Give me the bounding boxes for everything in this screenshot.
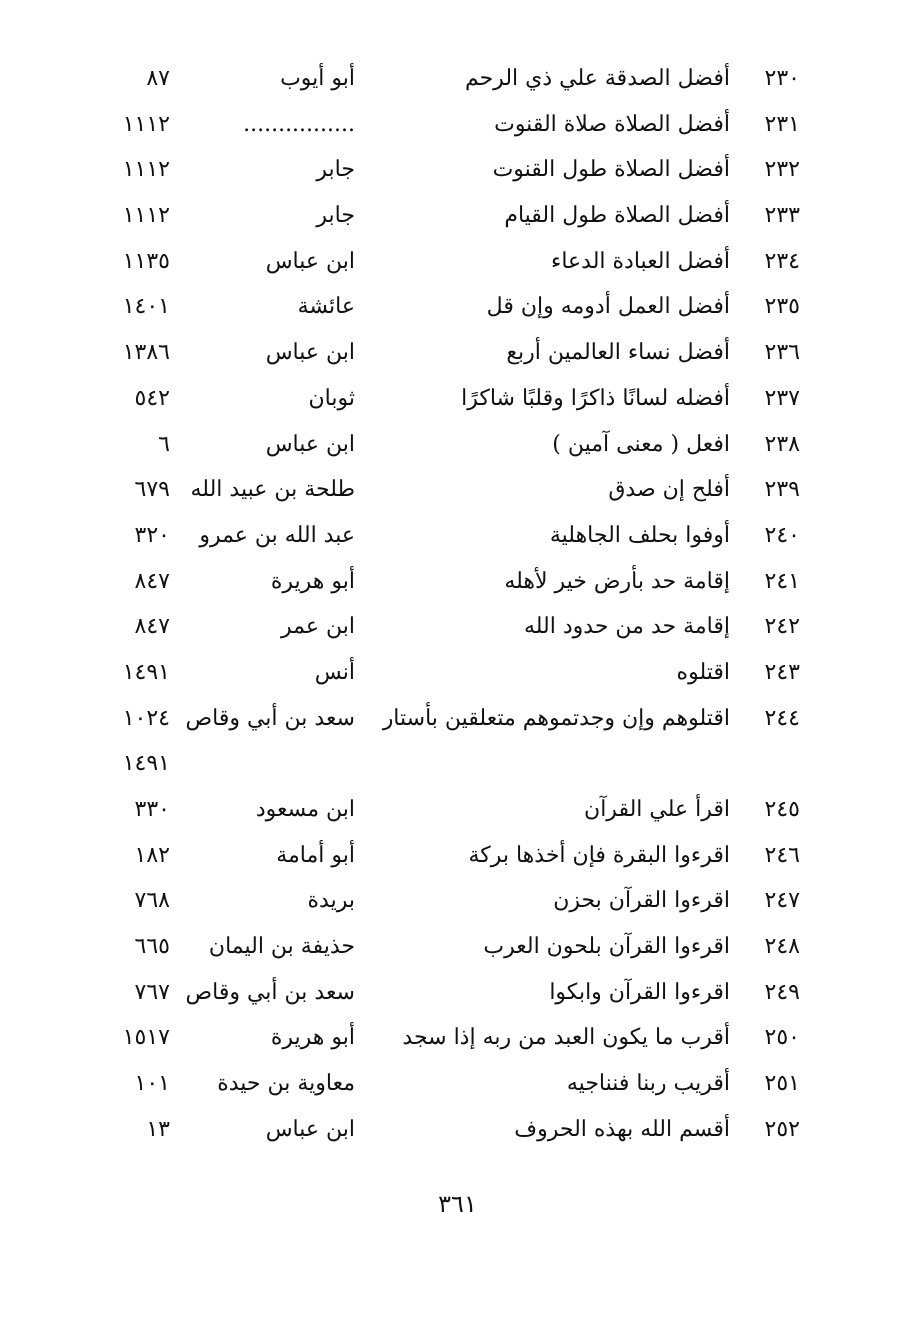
page-reference: ١٤٩١ (122, 751, 170, 777)
entry-number: ٢٤٨ (764, 934, 800, 960)
entry-number: ٢٣٩ (764, 477, 800, 503)
page-reference: ١٣ (146, 1116, 170, 1142)
narrator-name: جابر (316, 157, 355, 183)
entry-number: ٢٣٥ (764, 294, 800, 320)
index-row (0, 330, 915, 376)
entry-number: ٢٤٩ (764, 979, 800, 1005)
hadith-text: أفضل العمل أدومه وإن قل (486, 294, 730, 320)
entry-number: ٢٣٨ (764, 431, 800, 457)
entry-number: ٢٤٣ (764, 659, 800, 685)
entry-number: ٢٣١ (764, 111, 800, 137)
index-row (0, 559, 915, 605)
page-reference: ١١١٢ (122, 203, 170, 229)
index-row (0, 741, 915, 787)
page-reference: ١٥١٧ (122, 1025, 170, 1051)
page-reference: ٨٤٧ (134, 614, 170, 640)
index-row (0, 467, 915, 513)
hadith-text: أقرب ما يكون العبد من ربه إذا سجد (402, 1025, 730, 1051)
index-row (0, 376, 915, 422)
entry-number: ٢٣٧ (764, 385, 800, 411)
hadith-text: إقامة حد بأرض خير لأهله (504, 568, 730, 594)
page-reference: ٦٧٩ (134, 477, 170, 503)
page-reference: ١٠١ (134, 1071, 170, 1097)
page-reference: ١٤٩١ (122, 659, 170, 685)
narrator-name: جابر (316, 203, 355, 229)
narrator-name: ابن عباس (265, 248, 355, 274)
page-reference: ٣٢٠ (134, 522, 170, 548)
hadith-text: أفلح إن صدق (608, 477, 730, 503)
narrator-name: أبو هريرة (270, 568, 355, 594)
index-row (0, 787, 915, 833)
hadith-text: اقرءوا البقرة فإن أخذها بركة (468, 842, 730, 868)
entry-number: ٢٤١ (764, 568, 800, 594)
hadith-text: اقرءوا القرآن بحزن (553, 888, 730, 914)
entry-number: ٢٣٠ (764, 66, 800, 91)
hadith-text: أفضل الصلاة صلاة القنوت (494, 111, 730, 137)
page-reference: ١١١٢ (122, 157, 170, 183)
page-reference: ٣٣٠ (134, 797, 170, 822)
index-row (0, 924, 915, 970)
entry-number: ٢٣٦ (764, 340, 800, 366)
hadith-text: أقسم الله بهذه الحروف (514, 1116, 730, 1142)
page-reference: ١٤٠١ (122, 294, 170, 320)
hadith-text: أوفوا بحلف الجاهلية (549, 522, 730, 548)
entry-number: ٢٤٧ (764, 888, 800, 914)
index-row (0, 1015, 915, 1061)
index-row (0, 193, 915, 239)
page-reference: ١١١٢ (122, 111, 170, 137)
index-row (0, 239, 915, 285)
narrator-name: ابن عباس (265, 431, 355, 457)
narrator-name: ابن عباس (265, 1116, 355, 1142)
narrator-name: ابن عمر (281, 614, 355, 640)
narrator-name: أبو أمامة (276, 842, 355, 868)
narrator-name: حذيفة بن اليمان (208, 934, 355, 960)
index-row (0, 878, 915, 924)
entry-number: ٢٣٢ (764, 157, 800, 183)
hadith-text: اقتلوهم وإن وجدتموهم متعلقين بأستار (382, 705, 730, 731)
hadith-text: أفضل الصدقة علي ذي الرحم (464, 66, 730, 91)
entry-number: ٢٤٥ (764, 797, 800, 822)
page-reference: ١٣٨٦ (122, 340, 170, 366)
narrator-name: معاوية بن حيدة (217, 1071, 355, 1097)
narrator-name: أنس (314, 659, 355, 685)
narrator-name: ثوبان (308, 385, 355, 411)
index-row (0, 604, 915, 650)
narrator-name: عبد الله بن عمرو (199, 522, 355, 548)
index-row (0, 422, 915, 468)
hadith-index-list (0, 56, 915, 1153)
page-reference: ١١٣٥ (122, 248, 170, 274)
narrator-name: ابن عباس (265, 340, 355, 366)
hadith-text: اقرءوا القرآن وابكوا (549, 979, 730, 1005)
narrator-name: سعد بن أبي وقاص (185, 705, 355, 731)
hadith-text: أفضله لسانًا ذاكرًا وقلبًا شاكرًا (461, 385, 730, 411)
narrator-name: طلحة بن عبيد الله (190, 477, 355, 503)
index-row (0, 102, 915, 148)
hadith-text: اقرءوا القرآن بلحون العرب (483, 934, 730, 960)
index-row (0, 513, 915, 559)
hadith-text: أقريب ربنا فنناجيه (566, 1071, 730, 1097)
narrator-name: أبو أيوب (280, 66, 355, 91)
index-row (0, 56, 915, 102)
index-row (0, 696, 915, 742)
hadith-text: اقرأ علي القرآن (584, 797, 730, 822)
index-row (0, 147, 915, 193)
entry-number: ٢٥٢ (764, 1116, 800, 1142)
narrator-name: سعد بن أبي وقاص (185, 979, 355, 1005)
hadith-text: أفضل الصلاة طول القيام (504, 203, 730, 229)
page-number: ٣٦١ (438, 1190, 477, 1218)
entry-number: ٢٥١ (764, 1071, 800, 1097)
entry-number: ٢٤٠ (764, 522, 800, 548)
narrator-name: أبو هريرة (270, 1025, 355, 1051)
index-row (0, 970, 915, 1016)
entry-number: ٢٣٤ (764, 248, 800, 274)
page-reference: ١٠٢٤ (122, 705, 170, 731)
index-row (0, 833, 915, 879)
entry-number: ٢٤٢ (764, 614, 800, 640)
hadith-text: أفضل نساء العالمين أربع (506, 340, 730, 366)
hadith-text: اقتلوه (676, 659, 730, 685)
entry-number: ٢٣٣ (764, 203, 800, 229)
page-reference: ٧٦٧ (134, 979, 170, 1005)
narrator-name: ................ (243, 111, 355, 137)
page-reference: ٨٤٧ (134, 568, 170, 594)
entry-number: ٢٤٤ (764, 705, 800, 731)
index-row (0, 284, 915, 330)
index-row (0, 650, 915, 696)
page-reference: ٧٦٨ (134, 888, 170, 914)
narrator-name: عائشة (297, 294, 355, 320)
narrator-name: بريدة (307, 888, 355, 914)
page-reference: ٦٦٥ (134, 934, 170, 960)
entry-number: ٢٥٠ (764, 1025, 800, 1051)
index-row (0, 1107, 915, 1153)
page-reference: ١٨٢ (134, 842, 170, 868)
hadith-text: أفضل الصلاة طول القنوت (492, 157, 730, 183)
hadith-text: إقامة حد من حدود الله (523, 614, 730, 640)
page-reference: ٥٤٢ (134, 385, 170, 411)
narrator-name: ابن مسعود (255, 797, 355, 822)
hadith-text: أفضل العبادة الدعاء (551, 248, 730, 274)
page-reference: ٦ (158, 431, 170, 457)
hadith-text: افعل ( معنى آمين ) (552, 431, 730, 457)
page-reference: ٨٧ (146, 66, 170, 91)
index-row (0, 1061, 915, 1107)
entry-number: ٢٤٦ (764, 842, 800, 868)
